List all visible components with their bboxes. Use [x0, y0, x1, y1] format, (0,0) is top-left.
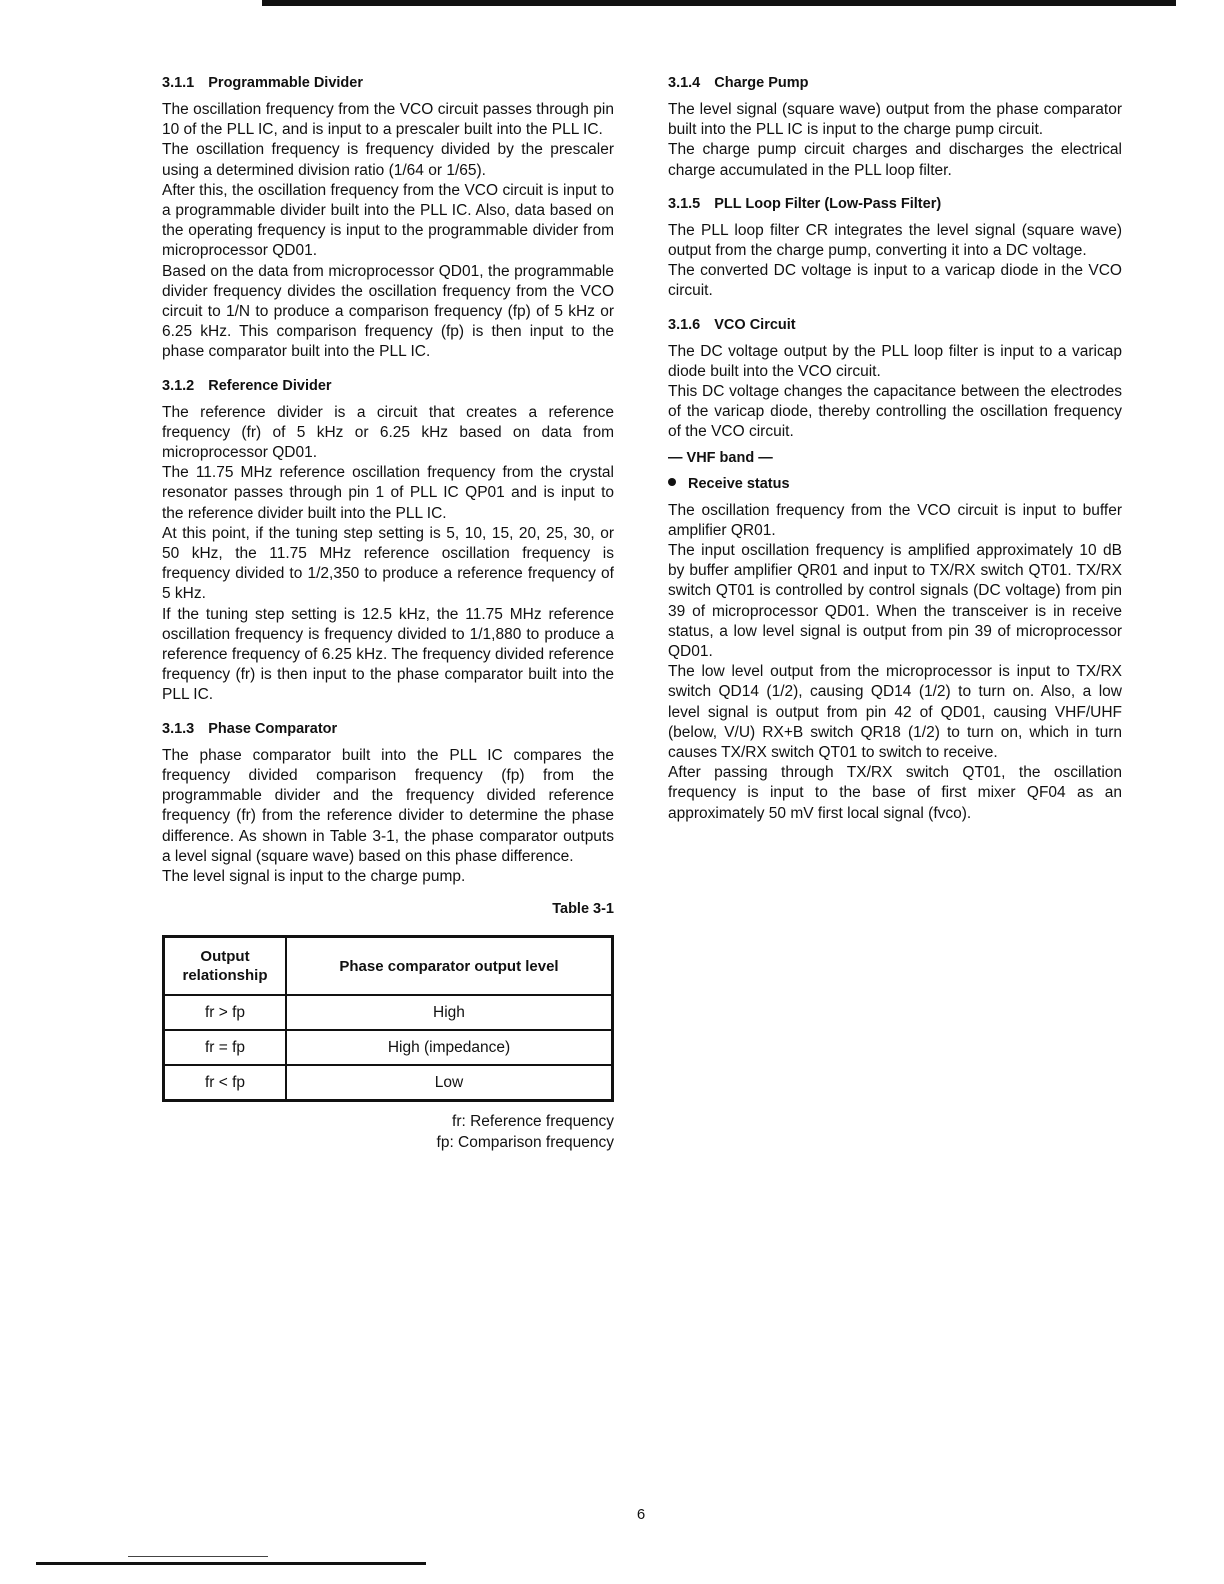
table-notes — [162, 1112, 614, 1153]
paragraph: The phase comparator built into the PLL IC compares the frequency divided comparison frequency (fp) from the programmable divider and the frequency divided reference frequency (fr) from the reference divider to determine the phase difference. As shown in Table 3-1, the phase comparator outputs a level signal (square wave) based on this phase difference. — [162, 746, 614, 865]
table-cell: High — [286, 995, 613, 1030]
paragraph: The reference divider is a circuit that creates a reference frequency (fr) of 5 kHz or 6.25 kHz based on data from microprocessor QD01. — [162, 403, 614, 462]
section-heading: 3.1.2 Reference Divider — [162, 377, 332, 394]
paragraph: The oscillation frequency from the VCO circuit passes through pin 10 of the PLL IC, and is input to a prescaler built into the PLL IC. — [162, 101, 614, 139]
table-note: fp: Comparison frequency — [436, 1133, 614, 1151]
right-column — [668, 74, 1122, 838]
paragraph: The level signal (square wave) output from the phase comparator built into the PLL IC is input to the charge pump circuit. — [668, 101, 1122, 139]
paragraph: If the tuning step setting is 12.5 kHz, the 11.75 MHz reference oscillation frequency is frequency divided to 1/1,880 to produce a reference frequency of 6.25 kHz. The frequency divided reference frequency (fr) is then input to the phase comparator built into the PLL IC. — [162, 605, 614, 704]
paragraph: The 11.75 MHz reference oscillation frequency from the crystal resonator passes through pin 1 of PLL IC QP01 and is input to the reference divider built into the PLL IC. — [162, 464, 614, 522]
paragraph: The input oscillation frequency is amplified approximately 10 dB by buffer amplifier QR01 and input to TX/RX switch QT01. TX/RX switch QT01 is controlled by control signals (DC voltage) from pin 39 of microprocessor QD01. When the transceiver is in receive status, a low level signal is output from pin 39 of microprocessor QD01. — [668, 542, 1122, 661]
paragraph: The level signal is input to the charge pump. — [162, 867, 466, 885]
table-row — [164, 995, 613, 1030]
left-column — [162, 74, 614, 1153]
table-cell: Low — [286, 1065, 613, 1101]
bottom-thin-rule — [128, 1556, 268, 1557]
paragraph: The PLL loop filter CR integrates the level signal (square wave) output from the charge pump, converting it into a DC voltage. — [668, 221, 1122, 260]
table-row — [164, 1065, 613, 1101]
table-cell: High (impedance) — [286, 1030, 613, 1065]
phase-comparator-table — [162, 935, 614, 1102]
bottom-border-rule — [36, 1562, 426, 1565]
section-3-1-6 — [668, 316, 1122, 824]
page-number: 6 — [636, 1506, 646, 1523]
paragraph: The low level output from the microprocessor is input to TX/RX switch QD14 (1/2), causing QD14 (1/2) to turn on. Also, a low level signal is output from pin 42 of QD01, causing VHF/UHF (below, V/U) RX+B switch QR18 (1/2) to turn on, which in turn causes TX/RX switch QT01 to switch to receive. — [668, 663, 1122, 762]
paragraph: After passing through TX/RX switch QT01, the oscillation frequency is input to the base of first mixer QF04 as an approximately 50 mV first local signal (fvco). — [668, 764, 1122, 822]
section-heading: 3.1.5 PLL Loop Filter (Low-Pass Filter) — [668, 195, 942, 212]
section-heading: 3.1.3 Phase Comparator — [162, 720, 338, 737]
section-3-1-2 — [162, 377, 614, 706]
band-label: — VHF band — — [668, 449, 773, 466]
paragraph: The charge pump circuit charges and discharges the electrical charge accumulated in the PLL loop filter. — [668, 141, 1122, 179]
table-header-output-relationship: Output relationship — [164, 937, 287, 996]
table-header-row — [164, 937, 613, 996]
section-3-1-4 — [668, 74, 1122, 181]
section-3-1-1 — [162, 74, 614, 363]
section-heading: 3.1.4 Charge Pump — [668, 75, 809, 91]
paragraph: The oscillation frequency from the VCO circuit is input to buffer amplifier QR01. — [668, 501, 1122, 539]
table-caption: Table 3-1 — [552, 901, 614, 918]
receive-status-heading: Receive status — [668, 475, 1122, 493]
paragraph: At this point, if the tuning step setting is 5, 10, 15, 20, 25, 30, or 50 kHz, the 11.75 MHz reference oscillation frequency is frequency divided to 1/2,350 to produce a reference frequency of 5 kHz. — [162, 524, 614, 603]
table-cell: fr > fp — [164, 995, 287, 1030]
section-3-1-3 — [162, 720, 614, 887]
table-header-output-level: Phase comparator output level — [286, 937, 613, 996]
paragraph: After this, the oscillation frequency from the VCO circuit is input to a programmable divider built into the PLL IC. Also, data based on the operating frequency is input to the programmable divider from microprocessor QD01. — [162, 181, 614, 260]
section-3-1-5 — [668, 195, 1122, 302]
bullet-icon — [668, 478, 676, 486]
paragraph: Based on the data from microprocessor QD01, the programmable divider frequency divides the oscillation frequency from the VCO circuit to 1/N to produce a comparison frequency (fp) of 5 kHz or 6.25 kHz. This comparison frequency (fp) is then input to the phase comparator built into the PLL IC. — [162, 262, 614, 361]
section-heading: 3.1.1 Programmable Divider — [162, 75, 363, 91]
paragraph: The oscillation frequency is frequency divided by the prescaler using a determined division ratio (1/64 or 1/65). — [162, 141, 614, 179]
paragraph: This DC voltage changes the capacitance between the electrodes of the varicap diode, thereby controlling the oscillation frequency of the VCO circuit. — [668, 383, 1122, 441]
table-cell: fr < fp — [164, 1065, 287, 1101]
paragraph: The DC voltage output by the PLL loop filter is input to a varicap diode built into the VCO circuit. — [668, 342, 1122, 380]
section-heading: 3.1.6 VCO Circuit — [668, 316, 796, 333]
table-cell: fr = fp — [164, 1030, 287, 1065]
top-border-rule — [262, 0, 1176, 6]
table-note: fr: Reference frequency — [452, 1113, 614, 1131]
table-row — [164, 1030, 613, 1065]
paragraph: The converted DC voltage is input to a varicap diode in the VCO circuit. — [668, 262, 1122, 300]
